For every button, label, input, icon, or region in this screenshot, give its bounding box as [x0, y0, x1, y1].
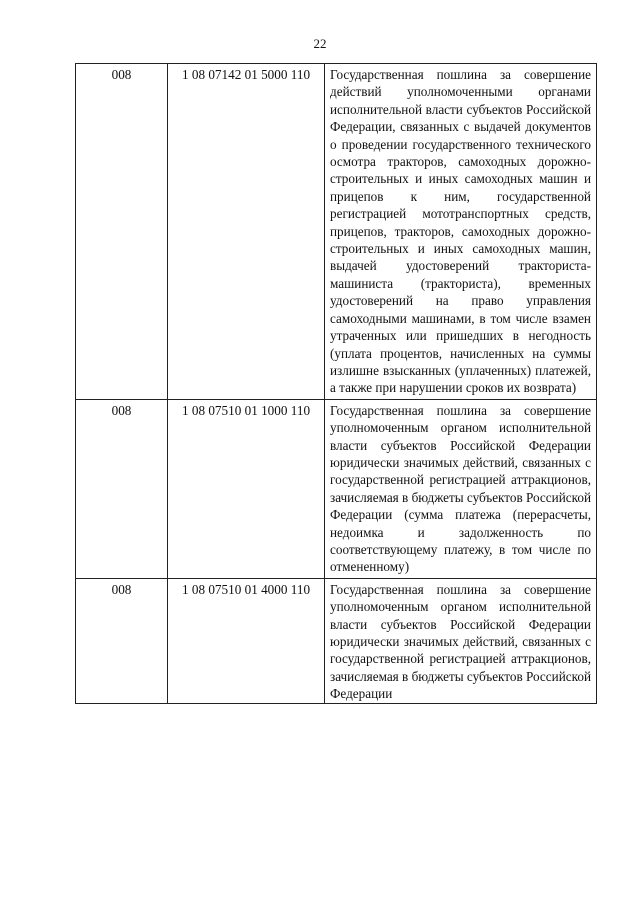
- description-text: Государственная пошлина за совершение уполномоченным органом исполнительной власти субъектов Российской Федерации юридически значимых действий, связанных с государственной регистрацией аттракционов, зачисляемая в бюджеты субъектов Российской Федерации: [330, 581, 591, 702]
- description-cell: [325, 399, 597, 578]
- table-row: [76, 64, 597, 400]
- table-row: [76, 399, 597, 578]
- description-cell: [325, 64, 597, 400]
- budget-classification-table: [75, 63, 597, 704]
- admin-code-cell: 008: [76, 399, 168, 578]
- description-text: Государственная пошлина за совершение действий уполномоченными органами исполнительной власти субъектов Российской Федерации, связанных с выдачей документов о проведении государственного технического осмотра тракторов, самоходных дорожно-строительных и иных самоходных машин и прицепов к ним, государственной регистрацией мототранспортных средств, прицепов, тракторов, самоходных дорожно-строительных и иных самоходных машин, выдачей удостоверений тракториста-машиниста (тракториста), временных удостоверений на право управления самоходными машинами, в том числе взамен утраченных или пришедших в негодность (уплата процентов, начисленных на суммы излишне взысканных (уплаченных) платежей, а также при нарушении сроков их возврата): [330, 67, 591, 396]
- description-cell: [325, 578, 597, 703]
- admin-code-cell: 008: [76, 578, 168, 703]
- admin-code-cell: 008: [76, 64, 168, 400]
- kbk-code-cell: 1 08 07142 01 5000 110: [168, 64, 325, 400]
- table-row: [76, 578, 597, 703]
- kbk-code-cell: 1 08 07510 01 4000 110: [168, 578, 325, 703]
- kbk-code-cell: 1 08 07510 01 1000 110: [168, 399, 325, 578]
- description-text: Государственная пошлина за совершение уполномоченным органом исполнительной власти субъектов Российской Федерации юридически значимых действий, связанных с государственной регистрацией аттракционов, зачисляемая в бюджеты субъектов Российской Федерации (сумма платежа (перерасчеты, недоимка и задолженность по соответствующему платежу, в том числе по отмененному): [330, 402, 591, 575]
- page-number: 22: [313, 36, 327, 51]
